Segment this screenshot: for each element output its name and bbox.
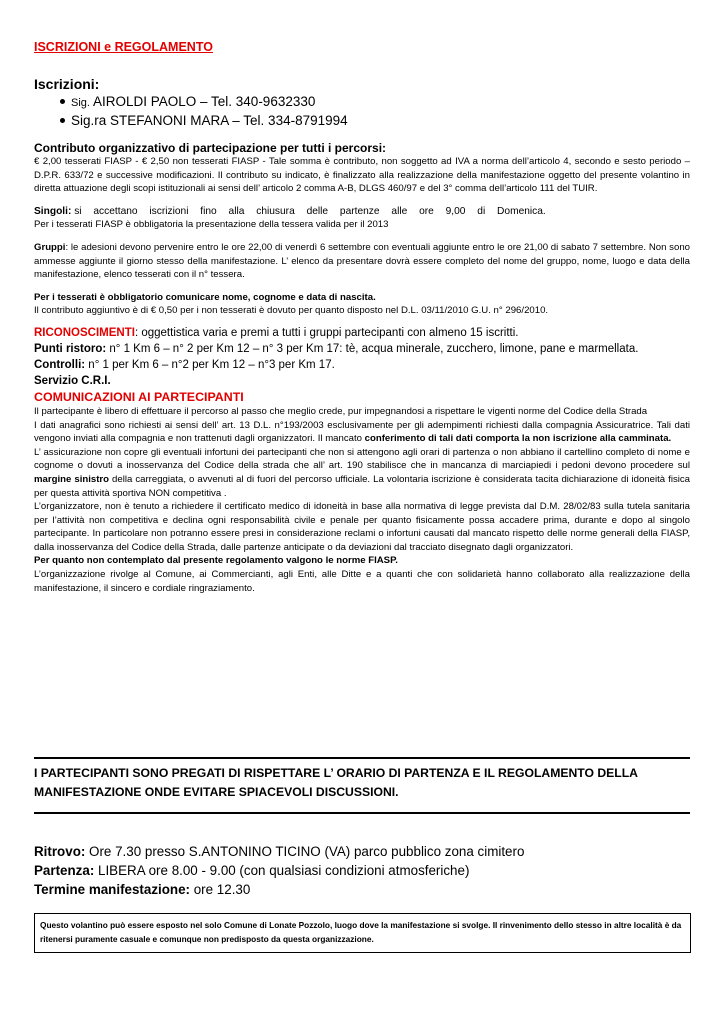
comunicazioni-p5: Per quanto non contemplato dal presente regolamento valgono le norme FIASP.: [34, 555, 398, 567]
termine-line: [34, 880, 690, 899]
partenza-text: LIBERA ore 8.00 - 9.00 (con qualsiasi condizioni atmosferiche): [94, 863, 470, 878]
ristoro-text: n° 1 Km 6 – n° 2 per Km 12 – n° 3 per Km 17: tè, acqua minerale, zucchero, limone, pane e marmellata.: [106, 342, 639, 355]
event-info: [34, 842, 690, 899]
ristoro-label: Punti ristoro:: [34, 342, 107, 355]
gruppi-label: Gruppi: [34, 241, 66, 253]
notice-text: I PARTECIPANTI SONO PREGATI DI RISPETTARE L’ ORARIO DI PARTENZA E IL REGOLAMENTO DELLA MANIFESTAZIONE ONDE EVITARE SPIACEVOLI DISCUSSIONI.: [34, 766, 638, 799]
riconoscimenti-text: : oggettistica varia e premi a tutti i gruppi partecipanti con almeno 15 iscritti.: [134, 326, 519, 339]
partenza-line: [34, 861, 690, 880]
gruppi-paragraph: [34, 241, 690, 282]
assicurazione-text-2: della carreggiata, o avvenuti al di fuori del percorso ufficiale. La volontaria iscrizione è considerata tacita dichiarazione di idoneità fisica per questa attività sportiva NON competitiva .: [34, 473, 691, 499]
margine-sinistro-bold: margine sinistro: [34, 473, 110, 485]
riconoscimenti-line: [34, 325, 690, 341]
termine-text: ore 12.30: [190, 882, 251, 897]
contact-prefix: Sig.: [71, 97, 90, 109]
bullet-icon: [60, 118, 65, 123]
assicurazione-text: L’ assicurazione non copre gli eventuali infortuni dei partecipanti che non si attengono agli orari di partenza o non abbiano il cartellino completo di nome e cognome o dovuti a inosservanza del Codice della strada che all’ art. 190 stabilisce che in mancanza di marciapiedi i pedoni devono procedere sul: [34, 446, 690, 472]
iscrizioni-heading: Iscrizioni:: [34, 76, 100, 92]
ritrovo-text: Ore 7.30 presso S.ANTONINO TICINO (VA) parco pubblico zona cimitero: [85, 844, 525, 859]
dati-bold: conferimento di tali dati comporta la non iscrizione alla camminata.: [364, 433, 672, 445]
partenza-label: Partenza:: [34, 863, 95, 878]
contributo-text: € 2,00 tesserati FIASP - € 2,50 non tesserati FIASP - Tale somma è contributo, non soggetto ad IVA a norma dell’articolo 4, secondo e sesto periodo – D.P.R. 633/72 e successive modificazioni. Il contributo su indicato, è finalizzato alla realizzazione della manifestazione oggetto del presente volantino in diretta attuazione degli scopi istituzionali ai sensi dell’ articolo 2 comma A-B, DLGS 460/97 e del 3° comma dell’articolo 111 del TUIR.: [34, 156, 690, 195]
comunicazioni-p3: [34, 446, 690, 500]
bullet-icon: [60, 99, 65, 104]
comunicazioni-p1: Il partecipante è libero di effettuare il percorso al passo che meglio crede, pur impegnandosi a rispettare le vigenti norme del Codice della Strada: [34, 405, 648, 417]
contact-item: [60, 93, 690, 112]
comunicazioni-heading: COMUNICAZIONI AI PARTECIPANTI: [34, 389, 244, 404]
singoli-paragraph: [34, 205, 690, 219]
comunicazioni-p4: L’organizzatore, non è tenuto a richiedere il certificato medico di idoneità in base alla normativa di legge prevista dal D.M. 28/02/83 sulla tutela sanitaria per l’attività non competitiva e declina ogni responsabilità civile e penale per quanto fisicamente possa accadere prima, durante e dopo al singolo partecipante. In particolare non potranno essere presi in considerazione reclami o infortuni causati dal mancato rispetto delle norme generali della FIASP, dalla inosservanza del Codice della Strada, dalle partenze anticipate o da deviazioni dal tracciato disegnato dagli organizzatori.: [34, 501, 690, 553]
servizio-line: Servizio C.R.I.: [34, 374, 111, 387]
contact-text: Sig.ra STEFANONI MARA – Tel. 334-8791994: [71, 113, 348, 128]
singoli-label: Singoli:: [34, 205, 72, 217]
notice-bottom-rule: [34, 812, 690, 814]
tesserati-text: Il contributo aggiuntivo è di € 0,50 per i non tesserati è dovuto per quanto disposto nel D.L. 03/11/2010 G.U. n° 296/2010.: [34, 305, 549, 317]
disclaimer-box: Questo volantino può essere esposto nel solo Comune di Lonate Pozzolo, luogo dove la manifestazione si svolge. Il rinvenimento dello stesso in altre località è da ritenersi puramente casuale e comunque non predisposto da questa organizzazione.: [34, 913, 691, 953]
contributo-heading: Contributo organizzativo di partecipazione per tutti i percorsi:: [34, 141, 387, 155]
singoli-tessera-text: Per i tesserati FIASP è obbligatoria la presentazione della tessera valida per il 2013: [34, 219, 389, 231]
comunicazioni-p2: [34, 419, 690, 446]
riconoscimenti-label: RICONOSCIMENTI: [34, 326, 135, 339]
notice-top-rule: [34, 757, 690, 759]
page-title: ISCRIZIONI e REGOLAMENTO: [34, 40, 213, 54]
tesserati-bold: Per i tesserati è obbligatorio comunicare nome, cognome e data di nascita.: [34, 291, 376, 303]
controlli-line: [34, 357, 690, 373]
dati-text: I dati anagrafici sono richiesti ai sensi dell’ art. 13 D.L. n°193/2003 esclusivamente per gli adempimenti richiesti dalla compagnia Assicuratrice. Tali dati vengono inviati alla compagnia e non trattenuti dagli organizzatori. Il mancato: [34, 419, 690, 445]
controlli-text: n° 1 per Km 6 – n°2 per Km 12 – n°3 per Km 17.: [85, 358, 335, 371]
termine-label: Termine manifestazione:: [34, 882, 191, 897]
controlli-label: Controlli:: [34, 358, 86, 371]
singoli-text: si accettano iscrizioni fino alla chiusura delle partenze alle ore 9,00 di Domenica.: [74, 205, 546, 217]
contact-text: AIROLDI PAOLO – Tel. 340-9632330: [92, 94, 316, 109]
ritrovo-label: Ritrovo:: [34, 844, 86, 859]
regulation-sheet: [34, 40, 690, 595]
ristoro-line: [34, 341, 690, 357]
contact-item: [60, 112, 690, 130]
gruppi-text: : le adesioni devono pervenire entro le ore 22,00 di venerdì 6 settembre con eventuali aggiunte entro le ore 21,00 di sabato 7 settembre. Non sono ammesse aggiunte il giorno stesso della manifestazione. L’ elenco da presentare dovrà essere completo del nome del gruppo, nome, luogo e data della manifestazione, elenco tesserati con il n° tessera.: [34, 241, 690, 281]
comunicazioni-p6: L’organizzazione rivolge al Comune, ai Commercianti, agli Enti, alle Ditte e a quanti che con solidarietà hanno collaborato alla realizzazione della manifestazione, il sincero e cordiale ringraziamento.: [34, 569, 690, 594]
ritrovo-line: [34, 842, 690, 861]
